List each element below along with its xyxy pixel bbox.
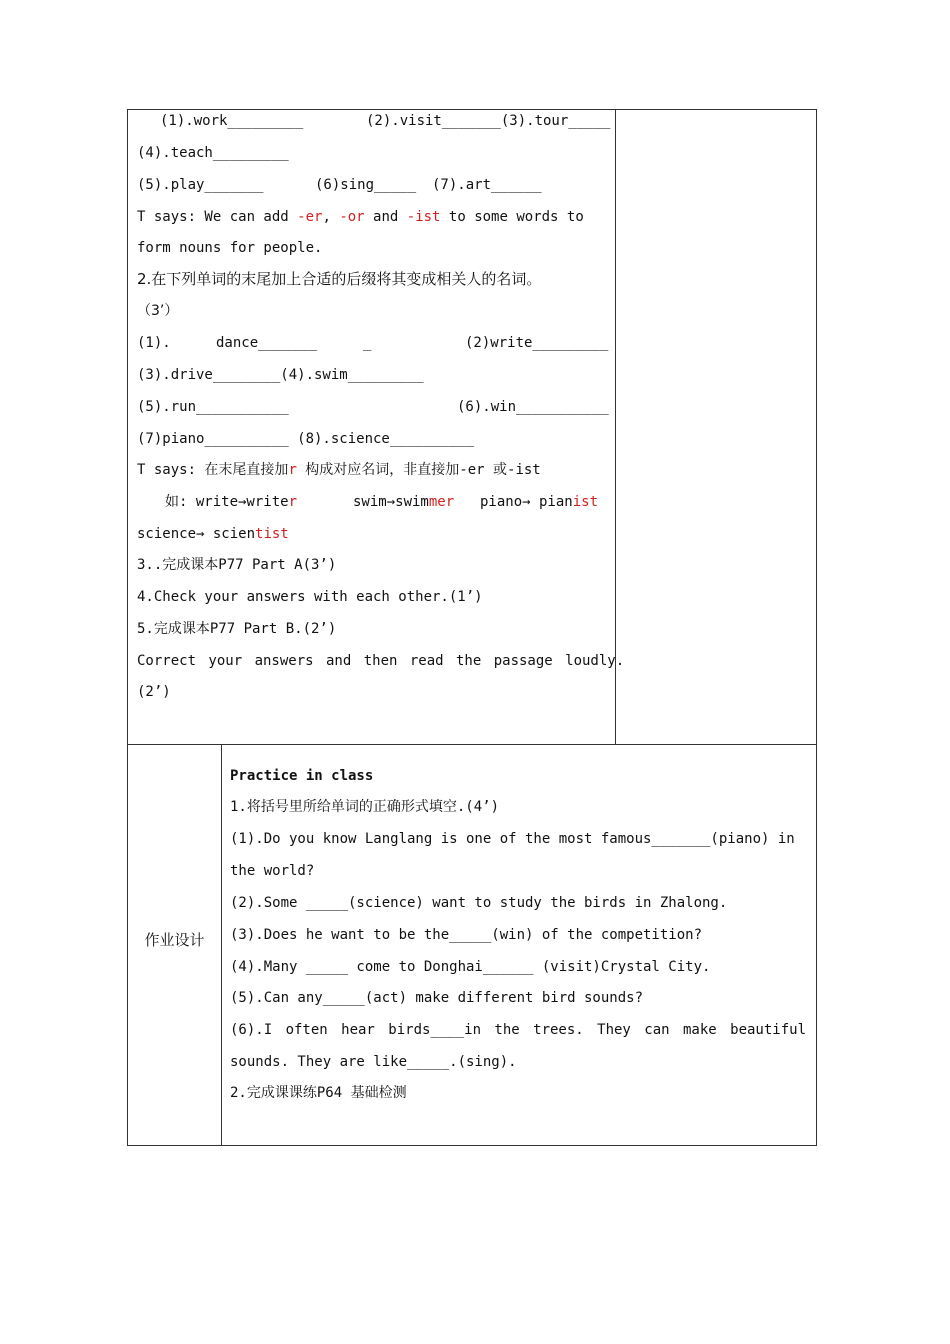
upper-line-3c: (7).art______ [432,177,542,193]
homework-title: Practice in class [230,768,374,784]
upper-line-10b: (6).win___________ [457,399,609,415]
upper-line-8d: (2)write_________ [465,335,609,351]
homework-item-1a: (1).Do you know Langlang is one of the most famous_______(piano) in [230,831,795,847]
upper-line-8b: dance_______ [216,335,318,351]
homework-item-3: (3).Does he want to be the_____(win) of the competition? [230,927,703,943]
upper-line-18: Correct your answers and then read the passage loudly. [137,653,625,669]
homework-item-1b: the world? [230,863,315,879]
upper-line-1b: (2).visit_______(3).tour_____ [366,113,611,129]
upper-line-11: (7)piano__________ (8).science__________ [137,431,475,447]
upper-line-3b: (6)sing_____ [315,177,417,193]
upper-line-16: 4.Check your answers with each other.(1’) [137,589,483,605]
upper-line-13a: 如: write→writer [165,494,298,510]
homework-item-5: (5).Can any_____(act) make different bird sounds? [230,990,644,1006]
upper-line-14: science→ scientist [137,526,289,542]
table-border-right [816,109,817,1146]
upper-line-10a: (5).run___________ [137,399,289,415]
table-border-middle [127,744,817,745]
upper-line-7: （3’） [137,303,179,319]
upper-line-8a: (1). [137,335,171,351]
upper-line-2: (4).teach_________ [137,145,289,161]
table-border-bottom [127,1145,817,1146]
upper-line-1a: (1).work_________ [160,113,304,129]
homework-q2: 2.完成课课练P64 基础检测 [230,1085,407,1101]
upper-line-17: 5.完成课本P77 Part B.(2’) [137,621,337,637]
upper-line-9: (3).drive________(4).swim_________ [137,367,424,383]
upper-line-4 [137,207,607,227]
homework-item-6a: (6).I often hear birds____in the trees. They can make beautiful [230,1022,807,1038]
table-border-left [127,109,128,1146]
homework-q1: 1.将括号里所给单词的正确形式填空.(4’) [230,799,500,815]
table-divider-upper [615,109,616,745]
upper-line-6: 2.在下列单词的末尾加上合适的后缀将其变成相关人的名词。 [137,270,542,288]
upper-line-13c: piano→ pianist [480,494,599,510]
upper-line-12: T says: 在末尾直接加r 构成对应名词，非直接加-er 或-ist [137,462,541,478]
upper-line-8c: _ [363,335,372,351]
table-border-top [127,109,817,110]
upper-line-19: (2’) [137,684,171,700]
upper-line-13b: swim→swimmer [353,494,455,510]
homework-item-2: (2).Some _____(science) want to study the birds in Zhalong. [230,895,728,911]
line4-part1: T says: We can add -er, -or and -ist to some words to [137,209,584,225]
table-divider-lower [221,744,222,1146]
homework-item-4: (4).Many _____ come to Donghai______ (visit)Crystal City. [230,959,711,975]
upper-line-3a: (5).play_______ [137,177,264,193]
upper-line-5: form nouns for people. [137,240,323,256]
upper-line-15: 3..完成课本P77 Part A(3’) [137,557,337,573]
homework-label: 作业设计 [144,931,205,949]
homework-item-6b: sounds. They are like_____.(sing). [230,1054,517,1070]
